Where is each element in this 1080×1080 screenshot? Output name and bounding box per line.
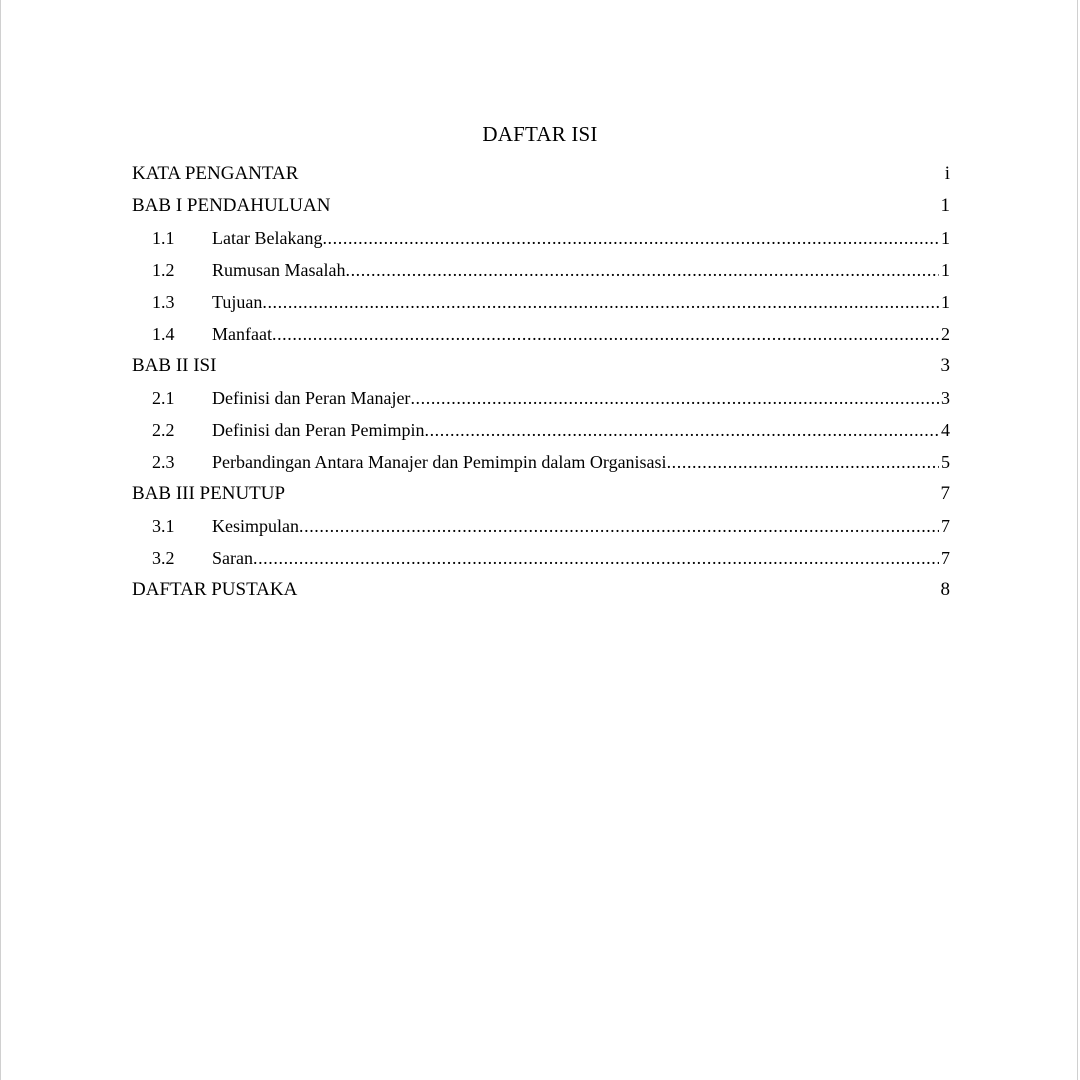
toc-dot-leader [410, 388, 939, 409]
toc-chapter-row[interactable] [132, 574, 950, 606]
toc-section-label: Saran [212, 547, 253, 568]
toc-section-row[interactable] [132, 318, 950, 350]
page-title: DAFTAR ISI [482, 122, 598, 146]
toc-page-number: i [944, 163, 950, 184]
toc-section-row[interactable] [132, 222, 950, 254]
toc-dot-leader [272, 324, 939, 345]
toc-page-number: 1 [941, 291, 950, 312]
toc-page-number: 7 [940, 483, 950, 504]
toc-section-row[interactable] [132, 254, 950, 286]
toc-section-label: Latar Belakang [212, 227, 323, 248]
toc-section-label: Rumusan Masalah [212, 259, 346, 280]
toc-section-number: 2.3 [152, 451, 175, 472]
toc-chapter-label: KATA PENGANTAR [132, 163, 299, 184]
toc-page-number: 3 [940, 355, 950, 376]
toc-section-number: 2.2 [152, 419, 175, 440]
toc-section-row[interactable] [132, 510, 950, 542]
toc-dot-leader [262, 292, 939, 313]
toc-dot-leader [322, 228, 939, 249]
toc-page-number: 4 [941, 419, 950, 440]
toc-section-row[interactable] [132, 414, 950, 446]
toc-section-label: Kesimpulan [212, 515, 299, 536]
toc-dot-leader [299, 516, 939, 537]
toc-page-number: 7 [941, 515, 950, 536]
toc-chapter-label: BAB I PENDAHULUAN [132, 195, 331, 216]
toc-section-number: 1.4 [152, 323, 175, 344]
toc-section-number: 3.2 [152, 547, 175, 568]
toc-section-label: Manfaat [212, 323, 272, 344]
toc-page-number: 7 [941, 547, 950, 568]
toc-page-number: 2 [941, 323, 950, 344]
toc-section-number: 2.1 [152, 387, 175, 408]
toc-dot-leader [345, 260, 939, 281]
toc-chapter-row[interactable] [132, 350, 950, 382]
toc-page-number: 1 [941, 259, 950, 280]
toc-chapter-row[interactable] [132, 478, 950, 510]
toc-section-row[interactable] [132, 542, 950, 574]
toc-dot-leader [253, 548, 939, 569]
table-of-contents [132, 158, 950, 606]
toc-page-number: 8 [940, 579, 950, 600]
toc-page-number: 5 [941, 451, 950, 472]
toc-section-label: Definisi dan Peran Manajer [212, 387, 411, 408]
toc-section-row[interactable] [132, 446, 950, 478]
toc-section-row[interactable] [132, 382, 950, 414]
toc-page-number: 1 [940, 195, 950, 216]
toc-section-number: 1.2 [152, 259, 175, 280]
toc-section-number: 1.3 [152, 291, 175, 312]
toc-chapter-label: BAB III PENUTUP [132, 483, 286, 504]
toc-section-number: 1.1 [152, 227, 175, 248]
toc-chapter-label: BAB II ISI [132, 355, 217, 376]
toc-section-label: Perbandingan Antara Manajer dan Pemimpin dalam Organisasi [212, 451, 667, 472]
toc-chapter-label: DAFTAR PUSTAKA [132, 579, 298, 600]
toc-section-row[interactable] [132, 286, 950, 318]
toc-section-number: 3.1 [152, 515, 175, 536]
toc-chapter-row[interactable] [132, 190, 950, 222]
toc-chapter-row[interactable] [132, 158, 950, 190]
toc-page-number: 3 [941, 387, 950, 408]
toc-section-label: Tujuan [212, 291, 263, 312]
toc-dot-leader [667, 452, 939, 473]
toc-page-number: 1 [941, 227, 950, 248]
toc-dot-leader [424, 420, 939, 441]
toc-section-label: Definisi dan Peran Pemimpin [212, 419, 425, 440]
